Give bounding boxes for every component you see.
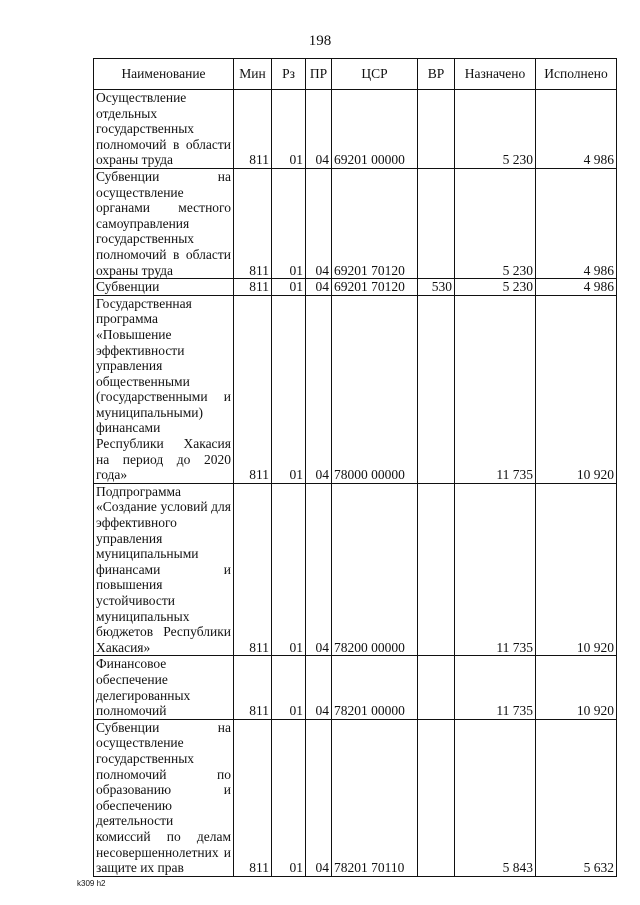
cell-assigned: 11 735 bbox=[455, 483, 536, 656]
header-vr: ВР bbox=[418, 59, 455, 90]
cell-name: Государственная программа «Повышение эффективности управления общественными (государственными и муниципальными) финансами Республики Хакасия на период до 2020 года» bbox=[94, 295, 234, 483]
cell-csr: 78201 00000 bbox=[332, 656, 418, 719]
budget-table bbox=[93, 58, 617, 877]
cell-rz: 01 bbox=[272, 483, 306, 656]
cell-vr bbox=[418, 483, 455, 656]
cell-executed: 4 986 bbox=[536, 279, 617, 296]
table-row bbox=[94, 483, 617, 656]
header-assigned: Назначено bbox=[455, 59, 536, 90]
cell-csr: 78201 70110 bbox=[332, 719, 418, 876]
cell-min: 811 bbox=[234, 719, 272, 876]
cell-assigned: 11 735 bbox=[455, 656, 536, 719]
cell-executed: 10 920 bbox=[536, 483, 617, 656]
cell-name: Субвенции на осуществление государственных полномочий по образованию и обеспечению деятельности комиссий по делам несовершеннолетних и защите их прав bbox=[94, 719, 234, 876]
cell-assigned: 5 230 bbox=[455, 90, 536, 169]
cell-pr: 04 bbox=[306, 279, 332, 296]
cell-min: 811 bbox=[234, 90, 272, 169]
cell-rz: 01 bbox=[272, 90, 306, 169]
cell-csr: 78000 00000 bbox=[332, 295, 418, 483]
cell-executed: 10 920 bbox=[536, 656, 617, 719]
cell-pr: 04 bbox=[306, 90, 332, 169]
header-csr: ЦСР bbox=[332, 59, 418, 90]
cell-csr: 69201 70120 bbox=[332, 279, 418, 296]
cell-min: 811 bbox=[234, 295, 272, 483]
header-executed: Исполнено bbox=[536, 59, 617, 90]
cell-vr: 530 bbox=[418, 279, 455, 296]
cell-rz: 01 bbox=[272, 168, 306, 278]
table-row bbox=[94, 279, 617, 296]
header-name: Наименование bbox=[94, 59, 234, 90]
cell-pr: 04 bbox=[306, 295, 332, 483]
cell-pr: 04 bbox=[306, 656, 332, 719]
cell-rz: 01 bbox=[272, 656, 306, 719]
table-row bbox=[94, 90, 617, 169]
cell-csr: 69201 70120 bbox=[332, 168, 418, 278]
cell-min: 811 bbox=[234, 483, 272, 656]
cell-assigned: 5 843 bbox=[455, 719, 536, 876]
cell-rz: 01 bbox=[272, 719, 306, 876]
cell-vr bbox=[418, 656, 455, 719]
cell-pr: 04 bbox=[306, 719, 332, 876]
cell-vr bbox=[418, 90, 455, 169]
cell-name: Осуществление отдельных государственных полномочий в области охраны труда bbox=[94, 90, 234, 169]
cell-rz: 01 bbox=[272, 279, 306, 296]
header-pr: ПР bbox=[306, 59, 332, 90]
cell-rz: 01 bbox=[272, 295, 306, 483]
table-row bbox=[94, 656, 617, 719]
header-min: Мин bbox=[234, 59, 272, 90]
cell-min: 811 bbox=[234, 279, 272, 296]
cell-executed: 5 632 bbox=[536, 719, 617, 876]
header-rz: Рз bbox=[272, 59, 306, 90]
table-row bbox=[94, 168, 617, 278]
cell-name: Субвенции на осуществление органами местного самоуправления государственных полномочий в области охраны труда bbox=[94, 168, 234, 278]
cell-csr: 69201 00000 bbox=[332, 90, 418, 169]
cell-vr bbox=[418, 295, 455, 483]
table-row bbox=[94, 719, 617, 876]
cell-pr: 04 bbox=[306, 483, 332, 656]
cell-name: Субвенции bbox=[94, 279, 234, 296]
cell-min: 811 bbox=[234, 168, 272, 278]
cell-assigned: 11 735 bbox=[455, 295, 536, 483]
footer-code: k309 h2 bbox=[77, 879, 106, 888]
cell-vr bbox=[418, 719, 455, 876]
cell-executed: 4 986 bbox=[536, 90, 617, 169]
cell-min: 811 bbox=[234, 656, 272, 719]
cell-assigned: 5 230 bbox=[455, 279, 536, 296]
cell-executed: 4 986 bbox=[536, 168, 617, 278]
table-header-row bbox=[94, 59, 617, 90]
cell-vr bbox=[418, 168, 455, 278]
cell-name: Подпрограмма «Создание условий для эффективного управления муниципальными финансами и повышения устойчивости муниципальных бюджетов Республики Хакасия» bbox=[94, 483, 234, 656]
cell-pr: 04 bbox=[306, 168, 332, 278]
table-row bbox=[94, 295, 617, 483]
cell-assigned: 5 230 bbox=[455, 168, 536, 278]
cell-csr: 78200 00000 bbox=[332, 483, 418, 656]
cell-name: Финансовое обеспечение делегированных полномочий bbox=[94, 656, 234, 719]
cell-executed: 10 920 bbox=[536, 295, 617, 483]
page-number: 198 bbox=[308, 33, 332, 49]
